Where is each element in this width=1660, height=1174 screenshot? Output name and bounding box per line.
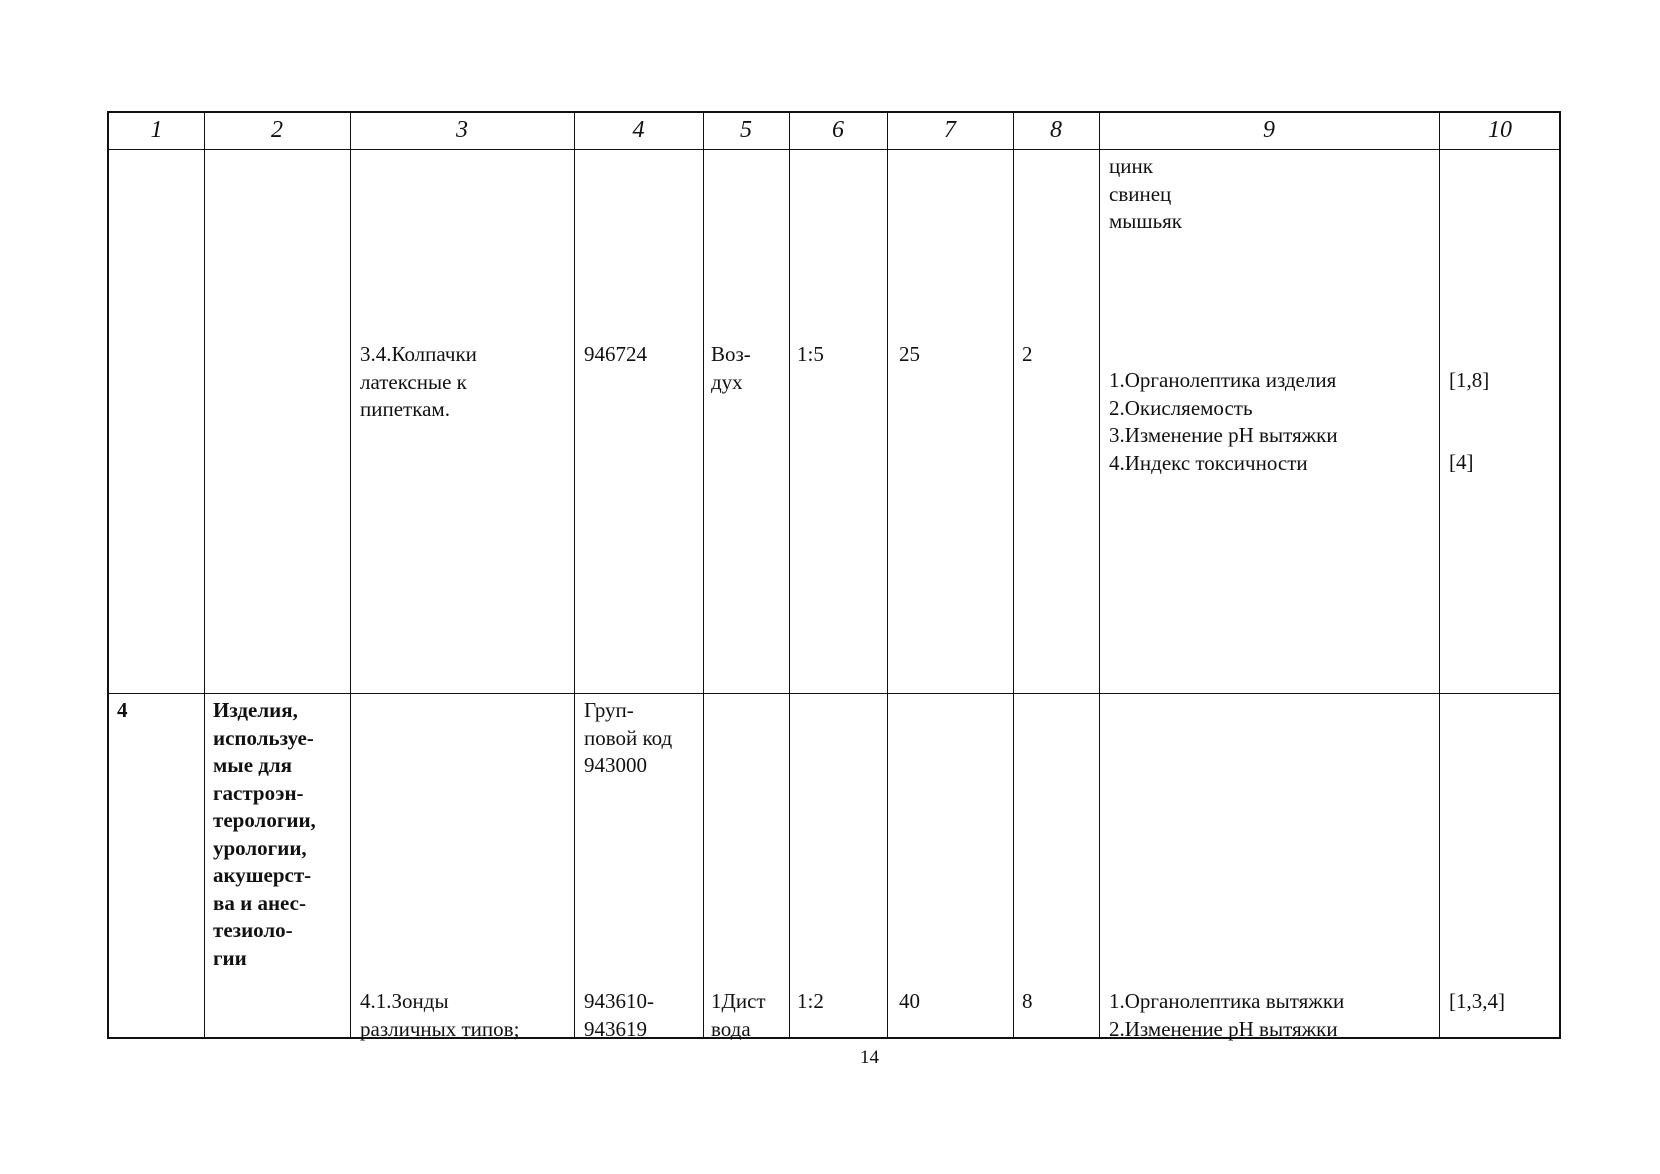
col-divider [1099, 113, 1100, 1037]
header-cell-3: 3 [456, 117, 468, 143]
code-cell: 943610- 943619 [584, 989, 654, 1041]
col-divider [1013, 113, 1014, 1037]
col-divider [574, 113, 575, 1037]
header-cell-7: 7 [944, 117, 956, 143]
tests-list: 1.Органолептика изделия 2.Окисляемость 3.Изменение рН вытяжки 4.Индекс токсичности [1109, 368, 1338, 475]
header-cell-10: 10 [1488, 117, 1512, 143]
reference-cell: [1,8] [1449, 368, 1490, 392]
col-divider [887, 113, 888, 1037]
duration-cell: 2 [1022, 342, 1033, 366]
header-row-border [109, 149, 1559, 150]
ratio-cell: 1:2 [797, 989, 824, 1013]
code-cell: 946724 [584, 342, 647, 366]
header-cell-8: 8 [1050, 117, 1062, 143]
row-number-cell: 4 [117, 698, 128, 722]
col-divider [350, 113, 351, 1037]
temperature-cell: 40 [899, 989, 920, 1013]
item-name-cell: 4.1.Зонды различных типов; [360, 989, 520, 1041]
tests-list: 1.Органолептика вытяжки 2.Изменение рН вытяжки [1109, 989, 1345, 1041]
header-cell-5: 5 [740, 117, 752, 143]
header-cell-9: 9 [1263, 117, 1275, 143]
item-name-cell: 3.4.Колпачки латексные к пипеткам. [360, 342, 477, 421]
temperature-cell: 25 [899, 342, 920, 366]
col-divider [703, 113, 704, 1037]
header-cell-2: 2 [271, 117, 283, 143]
reference-cell: [1,3,4] [1449, 989, 1505, 1013]
col-divider [789, 113, 790, 1037]
col9-metals-list: цинк свинец мышьяк [1109, 154, 1183, 233]
header-cell-1: 1 [150, 117, 163, 143]
medium-cell: 1Дист вода [711, 989, 766, 1041]
row-border [109, 693, 1559, 694]
data-table [107, 111, 1561, 1039]
col-divider [204, 113, 205, 1037]
ratio-cell: 1:5 [797, 342, 824, 366]
duration-cell: 8 [1022, 989, 1033, 1013]
header-cell-4: 4 [632, 117, 645, 143]
medium-cell: Воз- дух [711, 342, 751, 394]
reference-cell: [4] [1449, 450, 1474, 474]
group-code-cell: Груп- повой код 943000 [584, 698, 673, 777]
header-cell-6: 6 [832, 117, 844, 143]
page-number: 14 [860, 1047, 879, 1068]
category-cell: Изделия, используе- мые для гастроэн- терологии, урологии, акушерст- ва и анес- тезиоло- гии [213, 698, 316, 970]
col-divider [1439, 113, 1440, 1037]
